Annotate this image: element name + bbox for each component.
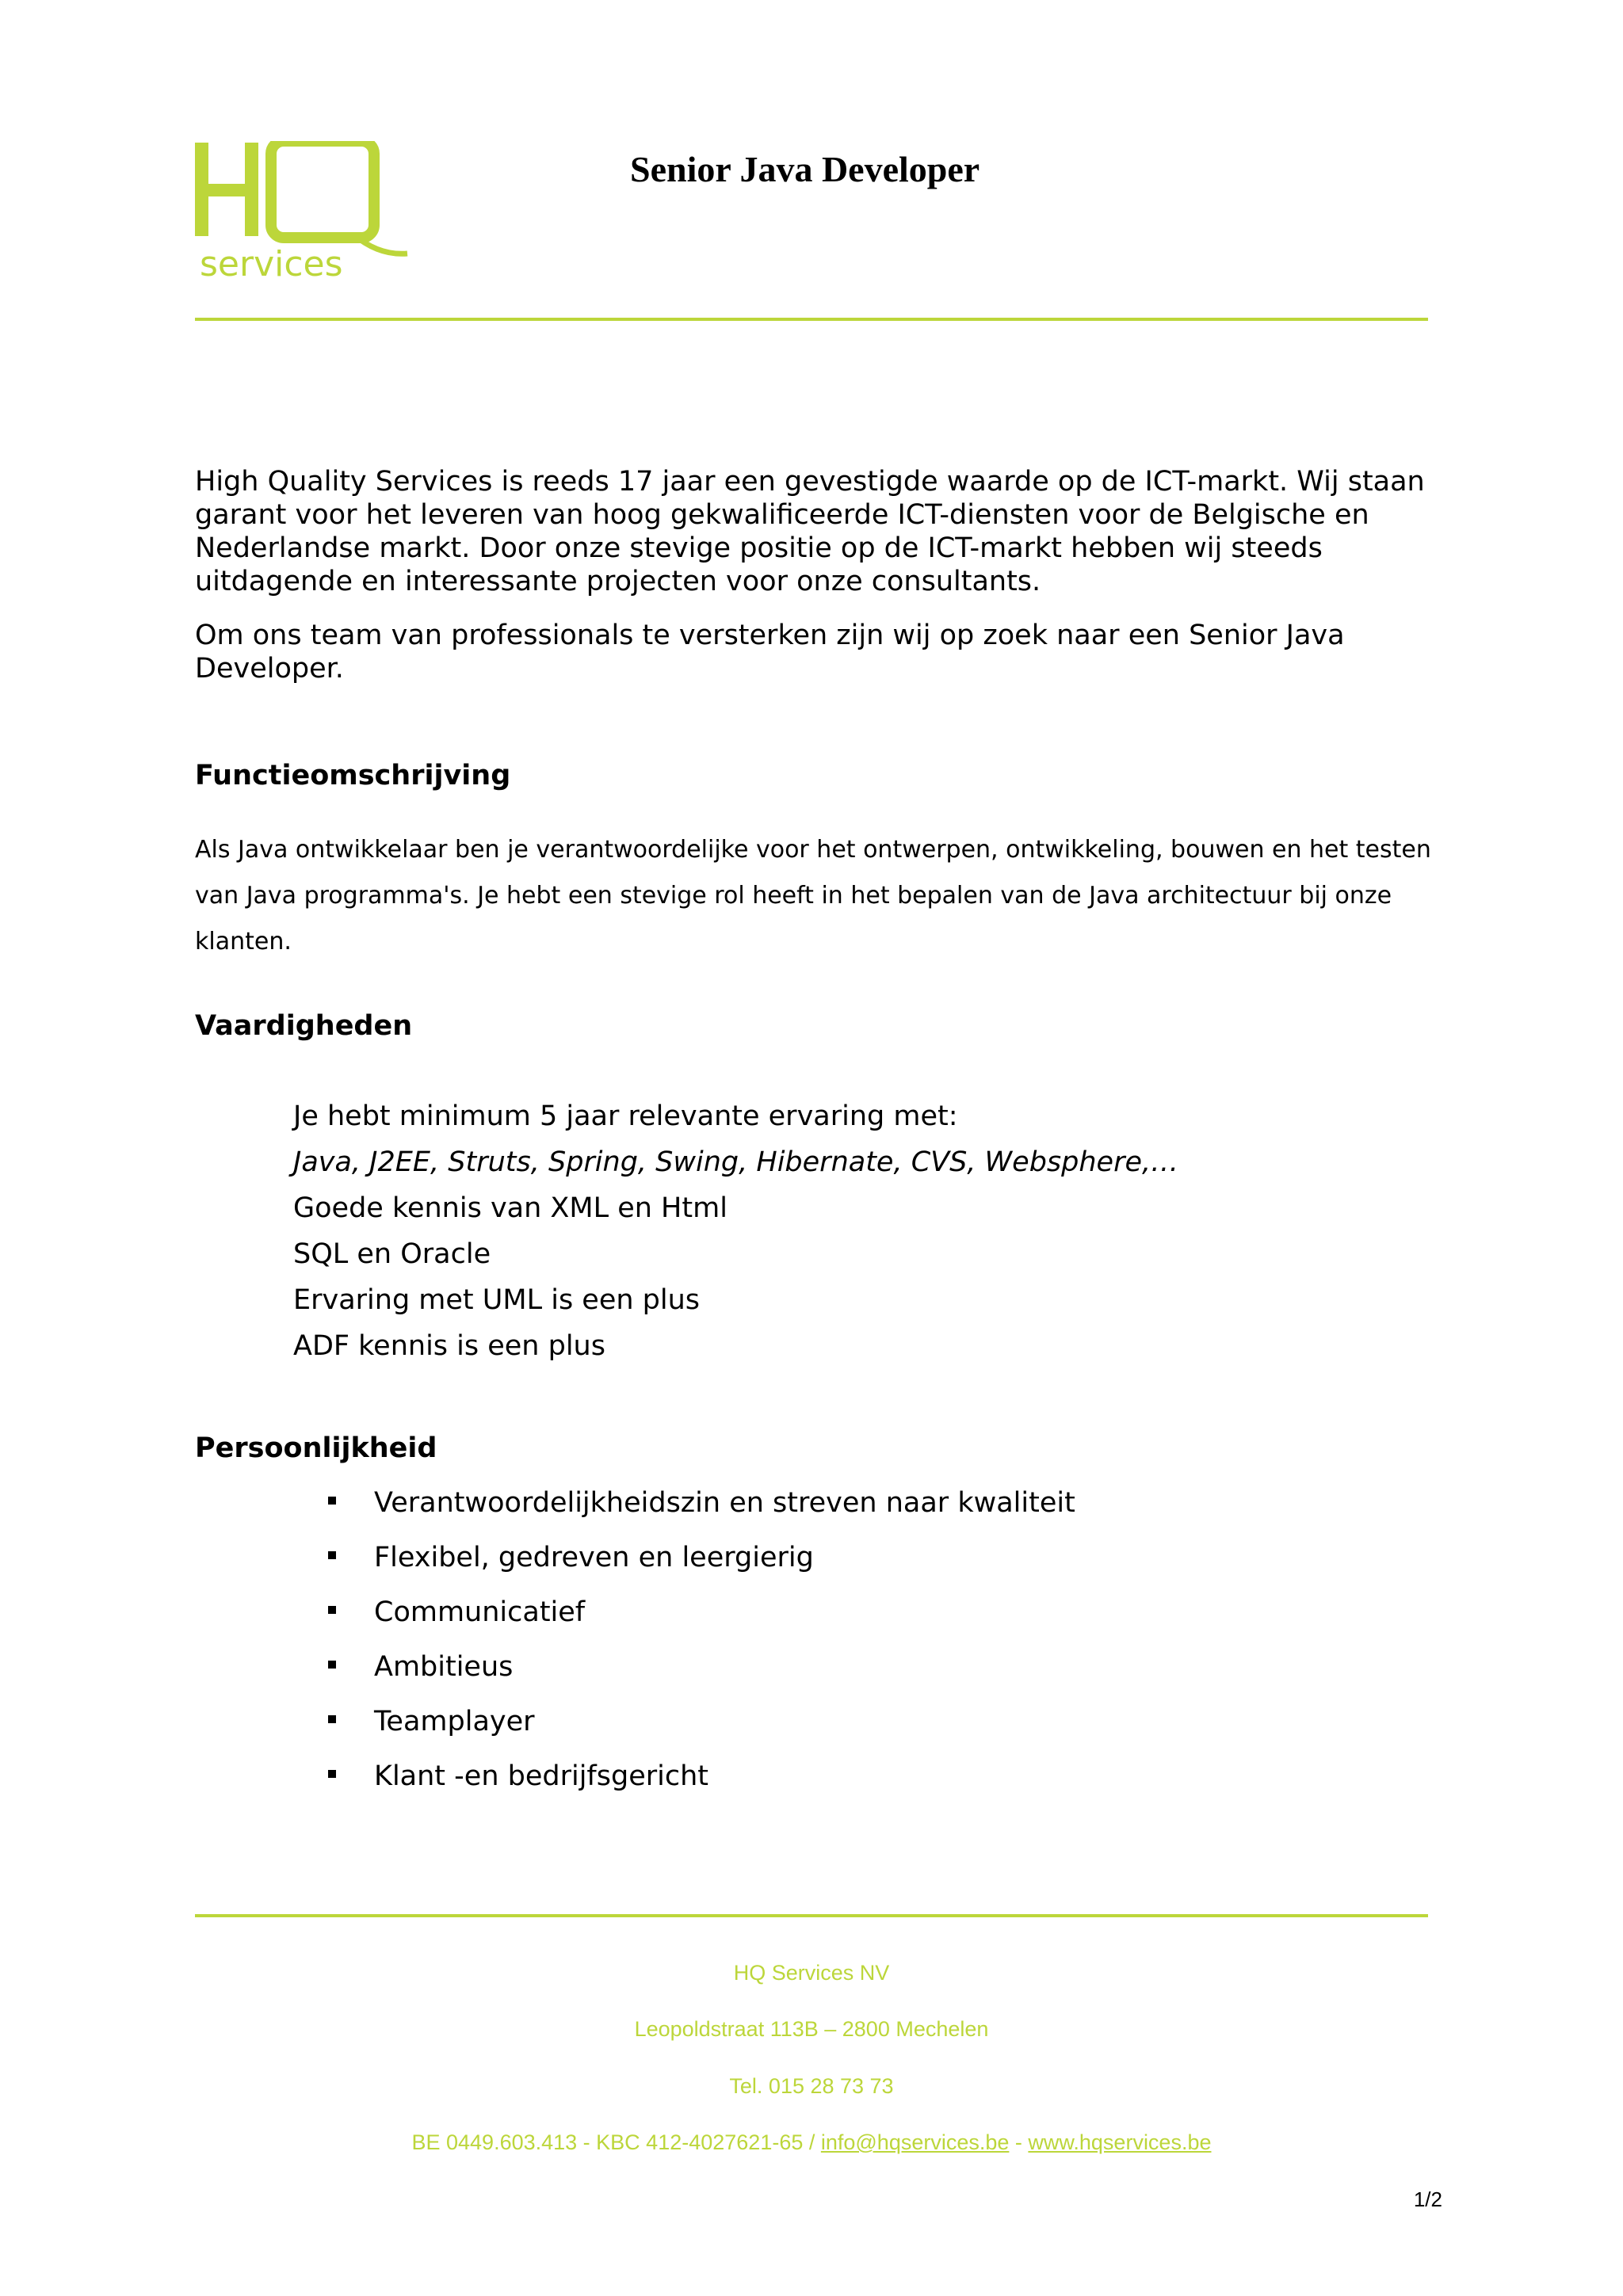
footer-phone: Tel. 015 28 73 73: [729, 2074, 894, 2098]
footer-legal-contact: [0, 2130, 1623, 2155]
personality-item: [328, 1705, 1075, 1760]
personality-item-label: Teamplayer: [374, 1706, 535, 1737]
skills-list: [293, 1100, 1178, 1375]
personality-item: [328, 1760, 1075, 1814]
intro-paragraph: High Quality Services is reeds 17 jaar een gevestigde waarde op de ICT-markt. Wij staan garant voor het leveren van hoog gekwalificeerde ICT-diensten voor de Belgische en Nederlandse markt. Door onze stevige positie op de ICT-markt hebben wij steeds uitdagende en interessante projecten voor onze consultants.: [195, 466, 1425, 597]
document-title: Senior Java Developer: [630, 149, 980, 189]
personality-item-label: Communicatief: [374, 1596, 586, 1628]
personality-item-label: Klant -en bedrijfsgericht: [374, 1760, 708, 1792]
personality-item: [328, 1650, 1075, 1705]
skill-item: ADF kennis is een plus: [293, 1330, 605, 1362]
svg-text:services: services: [200, 244, 343, 280]
section-heading-vaardigheden: Vaardigheden: [195, 1010, 413, 1042]
personality-item-label: Verantwoordelijkheidszin en streven naar kwaliteit: [374, 1487, 1075, 1519]
personality-item-label: Ambitieus: [374, 1651, 514, 1683]
header-divider: [195, 318, 1428, 321]
personality-item: [328, 1541, 1075, 1596]
skill-item: Java, J2EE, Struts, Spring, Swing, Hibernate, CVS, Websphere,…: [293, 1146, 1179, 1178]
bullet-icon: [328, 1770, 336, 1778]
footer-address: Leopoldstraat 113B – 2800 Mechelen: [634, 2017, 989, 2041]
footer-divider: [195, 1914, 1428, 1917]
hq-services-logo: [195, 141, 409, 280]
intro-paragraph-2: Om ons team van professionals te versterken zijn wij op zoek naar een Senior Java Developer.: [195, 620, 1345, 685]
footer-website-link[interactable]: www.hqservices.be: [1028, 2130, 1212, 2154]
personality-item: [328, 1596, 1075, 1650]
bullet-icon: [328, 1715, 336, 1723]
skill-item: Ervaring met UML is een plus: [293, 1284, 701, 1316]
footer-company: HQ Services NV: [733, 1961, 890, 1985]
section-heading-persoonlijkheid: Persoonlijkheid: [195, 1432, 437, 1464]
function-description: Als Java ontwikkelaar ben je verantwoordelijke voor het ontwerpen, ontwikkeling, bouwen en het testen van Java programma's. Je hebt een stevige rol heeft in het bepalen van de Java architectuur bij onze klanten.: [195, 836, 1431, 955]
section-heading-functie: Functieomschrijving: [195, 760, 511, 791]
skill-item: SQL en Oracle: [293, 1238, 491, 1270]
personality-item-label: Flexibel, gedreven en leergierig: [374, 1542, 814, 1573]
bullet-icon: [328, 1497, 336, 1505]
personality-list: [328, 1486, 1075, 1814]
skill-item: Je hebt minimum 5 jaar relevante ervaring met:: [293, 1100, 958, 1132]
footer-email-link[interactable]: info@hqservices.be: [820, 2130, 1010, 2154]
bullet-icon: [328, 1661, 336, 1669]
bullet-icon: [328, 1551, 336, 1559]
bullet-icon: [328, 1606, 336, 1614]
skill-item: Goede kennis van XML en Html: [293, 1192, 727, 1224]
footer-separator: -: [1009, 2130, 1029, 2154]
footer-legal: BE 0449.603.413 - KBC 412-4027621-65 /: [411, 2130, 821, 2154]
page-number: 1/2: [1413, 2187, 1442, 2211]
personality-item: [328, 1486, 1075, 1541]
